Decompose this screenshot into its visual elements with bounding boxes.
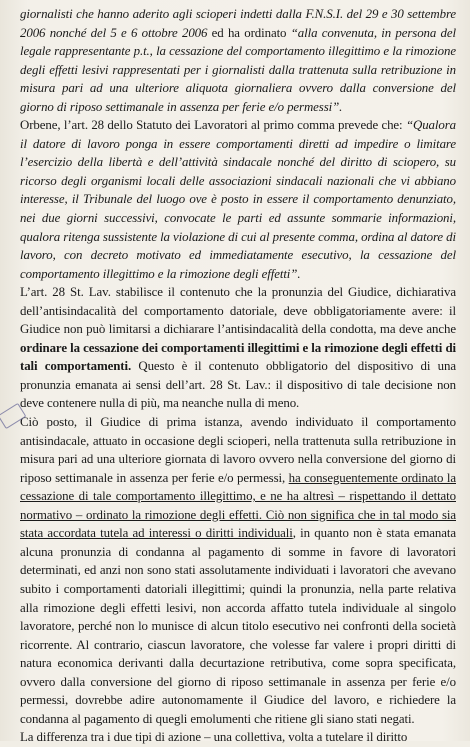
p4-underlined: ha conseguentemente ordinato la cessazione di tale comportamento illegittimo, e ne ha altresì – rispettando il dettato normativo – ordinato la rimozione degli effetti. Ciò non significa che in tal modo sia stata accordata tutela ad interessi o diritti individuali [20,470,456,541]
paragraph-1 [20,5,456,116]
p3-text-a: L’art. 28 St. Lav. stabilisce il contenuto che la pronunzia del Giudice, dichiarativa dell’antisindacalità del comportamento datoriale, deve obbligatoriamente avere: il Giudice non può limitarsi a dichiarare l’antisindacalità della condotta, ma deve anche [20,285,456,337]
p1-italic-a: giornalisti che hanno aderito agli scioperi indetti dalla F.N.S.I. del 29 e 30 settembre 2006 nonché del 5 e 6 ottobre 2006 [20,7,456,40]
p2-quote: “Qualora il datore di lavoro ponga in essere comportamenti diretti ad impedire o limitare l’esercizio della libertà e dell’attività sindacale nonché del diritto di sciopero, su ricorso degli organismi locali delle associazioni sindacali nazionali che vi abbiano interesse, il Tribunale del luogo ove è posto in essere il comportamento denunziato, nei due giorni successivi, convocate le parti ed assunte sommarie informazioni, qualora ritenga sussistente la violazione di cui al presente comma, ordina al datore di lavoro, con decreto motivato ed immediatamente esecutivo, la cessazione del comportamento illegittimo e la rimozione degli effetti”. [20,118,456,281]
p4-text-a: Ciò posto, il Giudice di prima istanza, avendo individuato il comportamento antisindacale, attuato in occasione degli scioperi, nella trattenuta sulla retribuzione in misura pari ad una ulteriore giornata di lavoro ovvero nella conversione del giorno di riposo settimanale in assenza per ferie e/o permessi, [20,415,456,485]
paragraph-4 [20,413,456,728]
paragraph-3 [20,283,456,413]
paragraph-2 [20,116,456,283]
p5-text: La differenza tra i due tipi di azione – una collettiva, volta a tutelare il diritto [20,730,408,745]
p2-intro: Orbene, l’art. 28 dello Statuto dei Lavoratori al primo comma prevede che: [20,118,406,133]
p3-bold: ordinare la cessazione dei comportamenti illegittimi e la rimozione degli effetti di tali comportamenti. [20,340,456,374]
p3-text-c: Questo è il contenuto obbligatorio del dispositivo di una pronunzia emanata ai sensi dell’art. 28 St. Lav.: il dispositivo di tale decisione non deve contenere nulla di più, ma neanche nulla di meno. [20,359,456,411]
paragraph-5 [20,728,456,747]
p4-text-c: , in quanto non è stata emanata alcuna pronunzia di condanna al pagamento di somme in favore di lavoratori determinati, ed anzi non sono stati assolutamente individuati i lavoratori che avevano subito i comportamenti datoriali illegittimi; quindi la pronunzia, nella parte relativa alla rimozione degli effetti lesivi, non accorda affatto tutela individuale al singolo lavoratore, perché non lo munisce di alcun titolo esecutivo nei confronti della società ricorrente. Al contrario, ciascun lavoratore, che volesse far valere i propri diritti di natura economica derivanti dalla decurtazione retributiva, come sopra specificata, ovvero dalla conversione del giorno di riposo settimanale in assenza per ferie e/o permessi, dovrebbe adire autonomamente il Giudice del lavoro, e richiedere la condanna al pagamento di quegli emolumenti che ritiene gli siano stati negati. [20,526,456,726]
p1-text-b: ed ha ordinato [207,25,291,40]
p1-quote: “alla convenuta, in persona del legale rappresentante p.t., la cessazione del comportamento illegittimo e la rimozione degli effetti lesivi rappresentati per i giornalisti dalla trattenuta sulla retribuzione in misura pari ad una ulteriore aliquota giornaliera ovvero dalla conversione del giorno di riposo settimanale in assenza per ferie e/o permessi”. [20,25,456,114]
